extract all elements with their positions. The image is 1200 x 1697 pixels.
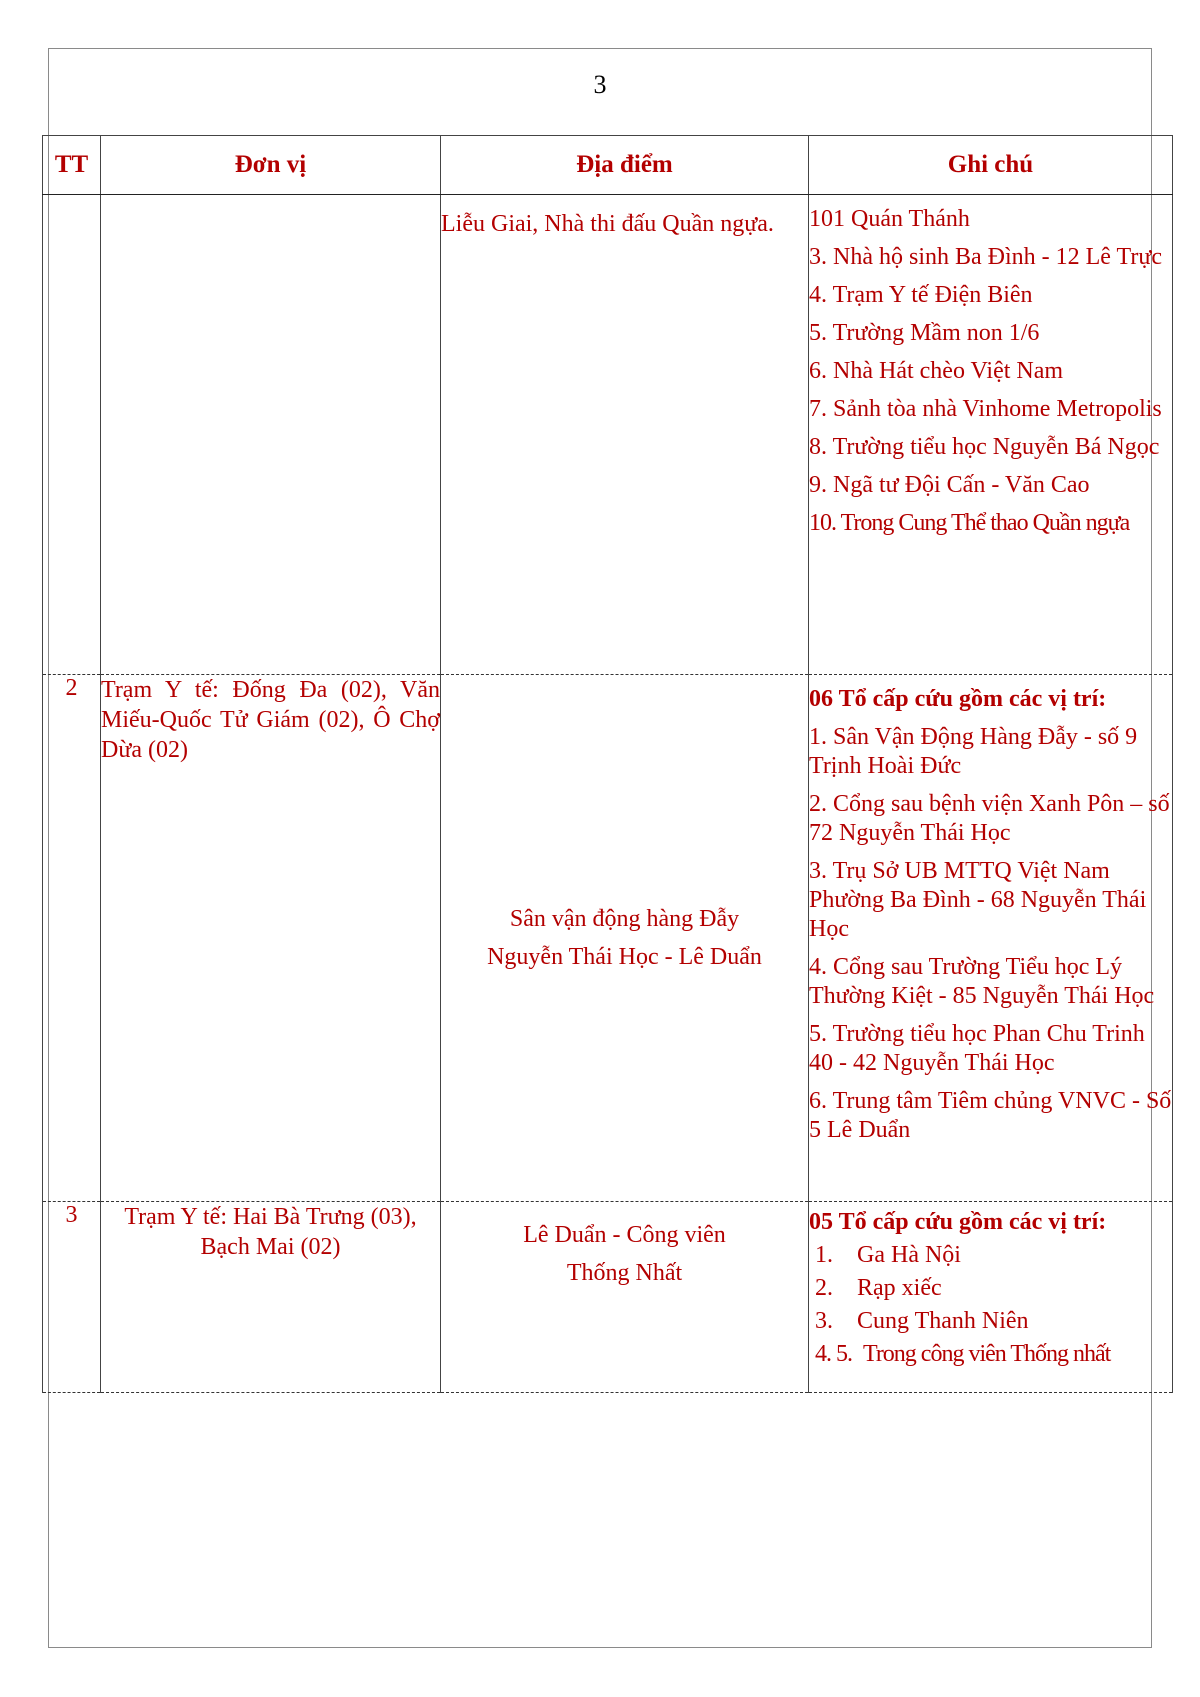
ghi-chu-item: 1. Ga Hà Nội [815,1242,961,1268]
row-dia-diem [441,1202,809,1393]
ghi-chu-item: 3. Trụ Sở UB MTTQ Việt Nam Phường Ba Đình - 68 Nguyễn Thái Học [809,858,1147,942]
table-row [43,195,1173,675]
row-tt: 2 [43,675,101,1202]
ghi-chu-item: 9. Ngã tư Đội Cấn - Văn Cao [809,472,1090,498]
ghi-chu-heading: 05 Tổ cấp cứu gồm các vị trí: [809,1209,1107,1235]
row-ghi-chu [809,1202,1173,1393]
ghi-chu-item: 4. 5. Trong công viên Thống nhất [815,1341,1111,1367]
row-ghi-chu [809,195,1173,675]
header-tt: TT [43,136,101,195]
row-tt: 3 [43,1202,101,1393]
ghi-chu-item: 2. Cổng sau bệnh viện Xanh Pôn – số 72 Nguyễn Thái Học [809,791,1170,846]
header-dia-diem: Địa điểm [441,136,809,195]
table-row [43,675,1173,1202]
row-don-vi: Trạm Y tế: Đống Đa (02), Văn Miếu-Quốc Tử Giám (02), Ô Chợ Dừa (02) [101,675,441,1202]
row-dia-diem [441,675,809,1202]
ghi-chu-item: 6. Nhà Hát chèo Việt Nam [809,358,1064,384]
ghi-chu-item: 6. Trung tâm Tiêm chủng VNVC - Số 5 Lê Duẩn [809,1088,1172,1143]
ghi-chu-item: 3. Nhà hộ sinh Ba Đình - 12 Lê Trực [809,244,1162,270]
ghi-chu-item: 1. Sân Vận Động Hàng Đẫy - số 9 Trịnh Hoài Đức [809,724,1138,779]
ghi-chu-item: 5. Trường Mầm non 1/6 [809,320,1040,346]
ghi-chu-item: 3. Cung Thanh Niên [815,1308,1029,1334]
page-number: 3 [593,70,607,99]
don-vi-line: Trạm Y tế: Hai Bà Trưng (03), [124,1204,417,1230]
dia-diem-line: Lê Duẩn - Công viên [523,1222,726,1248]
ghi-chu-item: 4. Trạm Y tế Điện Biên [809,282,1033,308]
ghi-chu-item: 7. Sảnh tòa nhà Vinhome Metropolis [809,396,1162,422]
dia-diem-line: Thống Nhất [566,1260,683,1286]
ghi-chu-item: 8. Trường tiểu học Nguyễn Bá Ngọc [809,434,1160,460]
row-don-vi [101,1202,441,1393]
dia-diem-line: Nguyễn Thái Học - Lê Duẩn [487,944,762,970]
row-dia-diem: Liễu Giai, Nhà thi đấu Quần ngựa. [441,195,809,675]
header-don-vi: Đơn vị [101,136,441,195]
ghi-chu-item: 4. Cổng sau Trường Tiểu học Lý Thường Kiệt - 85 Nguyễn Thái Học [809,954,1155,1009]
header-ghi-chu: Ghi chú [809,136,1173,195]
dia-diem-line: Sân vận động hàng Đẫy [509,906,740,932]
ghi-chu-item: 10. Trong Cung Thể thao Quần ngựa [809,510,1130,536]
ghi-chu-item: 101 Quán Thánh [809,206,970,232]
table-row [43,1202,1173,1393]
row-ghi-chu [809,675,1173,1202]
row-tt [43,195,101,675]
schedule-table [42,135,1173,1393]
don-vi-line: Bạch Mai (02) [200,1234,341,1260]
row-don-vi [101,195,441,675]
ghi-chu-item: 2. Rạp xiếc [815,1275,942,1301]
ghi-chu-heading: 06 Tổ cấp cứu gồm các vị trí: [809,686,1107,712]
table-header-row [43,136,1173,195]
ghi-chu-item: 5. Trường tiểu học Phan Chu Trinh 40 - 42 Nguyễn Thái Học [809,1021,1145,1076]
